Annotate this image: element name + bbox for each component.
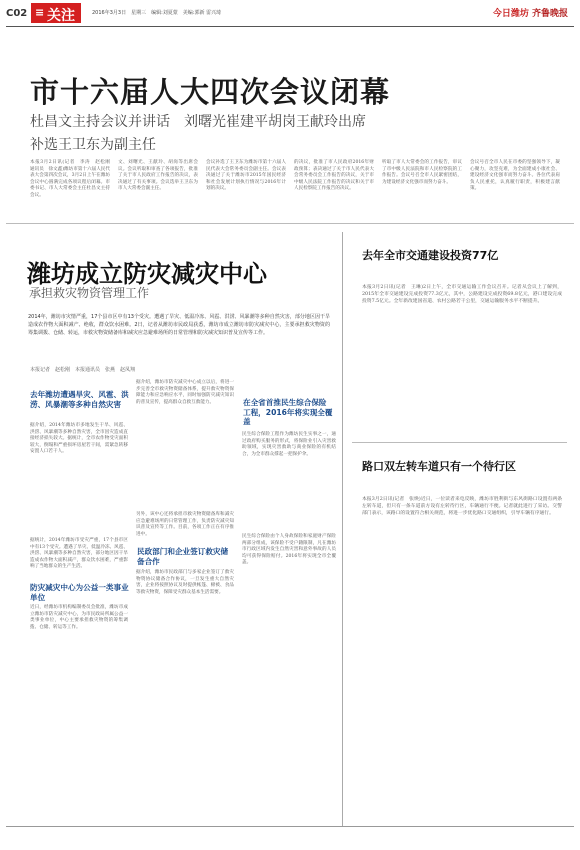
section-divider [6, 223, 574, 224]
section-label-box [31, 3, 81, 23]
weifang-col-b1: 据介绍，潍坊市防灾减灾中心成立以后，将进一步完善全市救灾物资储备体系，提升救灾物资保障能力和应急响应水平，同时加强防灾减灾知识的普及宣传，提高群众自救互救能力。 [136, 380, 234, 405]
traffic-investment-headline: 去年全市交通建设投资77亿 [362, 249, 499, 262]
page-number: C02 [6, 8, 28, 19]
weifang-col-a1: 据介绍，2014年潍坊市多地发生干旱、风雹、洪涝、风暴潮等多种自然灾害，全市因灾造成直接经济损失较大。据统计，全市农作物受灾面积较大，倒塌和严重损坏房屋若干间，需紧急转移安置人口若干人。 [30, 423, 128, 455]
lead-body-col-6: 会议号召全市人民在市委的坚强领导下，凝心聚力，攻坚克难，为全面建成小康社会、建设经济文化强市而努力奋斗。各位代表肩负人民重托，认真履行职责，积极建言献策。 [470, 160, 560, 192]
lead-body-col-3: 会议补选了王卫东为潍坊市第十六届人民代表大会常务委员会副主任。会议表决通过了关于潍坊市2015年国民经济和社会发展计划执行情况与2016年计划的决议。 [206, 160, 286, 192]
lead-headline: 市十六届人大四次会议闭幕 [30, 75, 391, 109]
weifang-col-b2: 另外，该中心还将承担市救灾物资储备库和减灾应急避难场所的日常管理工作，负责防灾减灾知识普及宣传等工作。目前，各项工作正在有序推进中。 [136, 512, 234, 537]
weifang-col-c2: 民生综合保险由个人身故保险和家庭财产保险两部分组成，该保险不受户籍限制，凡在潍坊市行政区域内发生自然灾害和意外事故的人员均可获得保险赔付。2016年将实现全市全覆盖。 [242, 534, 336, 566]
lead-body-col-5: 听取了市人大常委会的工作报告，审议了市中级人民法院和市人民检察院的工作报告。会议号召全市人民紧密团结，为建设经济文化强市而努力奋斗。 [382, 160, 462, 185]
traffic-investment-body: 本报3月2日讯(记者 王琳)2日上午，全市交通运输工作会议召开。记者从会议上了解到，2015年全市交通建设完成投资77.3亿元，其中，公路建设完成投资69.8亿元，港口建设完成投资7.5亿元。全年新改建国省道、农村公路若干公里，交通运输服务水平不断提升。 [362, 285, 562, 304]
lead-subhead-1: 杜昌文主持会议并讲话 刘曙光崔建平胡岗王献玲出席 [30, 114, 366, 130]
weifang-subhead-b: 防灾减灾中心为公益一类事业单位 [30, 583, 129, 602]
weifang-lead: 2014年，潍坊市灾情严重，17个县市区中有13个受灾。遭遇了旱灾、低温冷冻、风雹、洪涝、风暴潮等多种自然灾害，部分地区因干旱造成农作物大面积减产、绝收，群众饮水困难。2日，记者从潍坊市民政局获悉，潍坊市成立潍坊市防灾减灾中心，主要承担救灾物资的筹集调拨、仓储、转运，市救灾物资储备库和减灾应急避难场所的日常管理和防灾减灾知识普及宣传等工作。 [28, 314, 330, 336]
lead-body-col-4: 的决议，批准了市人民政府2016年财政预算；表决通过了关于市人民代表大会常务委员会工作报告的决议，关于市中级人民法院工作报告的决议和关于市人民检察院工作报告的决议。 [294, 160, 374, 192]
bottom-rule [6, 826, 574, 827]
intersection-headline: 路口双左转车道只有一个待行区 [362, 460, 516, 473]
weifang-subhead: 承担救灾物资管理工作 [29, 286, 150, 300]
issue-meta: 2016年3月3日 星期三 编辑:刘夏蒙 美编:郭新 雷兴琦 [92, 10, 222, 16]
section-icon: ≡ [35, 6, 45, 19]
section-title: 关注 [47, 8, 75, 24]
lead-body-col-2: 文、刘曙光、王献玲、胡岗等出席会议。会议听取和审查了各项报告，批准了关于市人民政府工作报告的决议，表决通过了有关事项。会议选举王卫东为市人大常委会副主任。 [118, 160, 198, 192]
column-divider [342, 232, 343, 827]
header-rule [6, 26, 574, 27]
weifang-byline: 本报记者 赵松刚 本报通讯员 张燕 赵凤翔 [30, 367, 136, 373]
lead-subhead-2: 补选王卫东为副主任 [30, 137, 156, 153]
masthead-brand [493, 6, 568, 19]
lead-body-col-1: 本报3月2日讯(记者 李涛 赵松刚 通讯员 徐文鑫)潍坊市第十六届人民代表大会第四次会议，3月2日上午在潍坊会议中心圆满完成各项议程后闭幕。市委书记、市人大常委会主任杜昌文主持会议。 [30, 160, 115, 198]
weifang-col-b3: 据介绍，潍坊市民政部门与多家企业签订了救灾物资协议储备合作协议，一旦发生重大自然灾害，企业将按照协议及时提供帐篷、棉被、食品等救灾物资，保障受灾群众基本生活需要。 [136, 570, 234, 595]
weifang-headline: 潍坊成立防灾减灾中心 [27, 259, 267, 288]
weifang-col-a3: 近日，经潍坊市机构编制委员会批准，潍坊市成立潍坊市防灾减灾中心，为市民政局所属公益一类事业单位，中心主要承担救灾物资的筹集调拨、仓储、转运等工作。 [30, 605, 128, 630]
weifang-subhead-d: 在全省首推民生综合保险工程，2016年将实现全覆盖 [243, 398, 333, 426]
brand-text-a: 今日潍坊 [492, 9, 529, 19]
weifang-subhead-c: 民政部门和企业签订救灾储备合作 [137, 547, 229, 566]
weifang-col-c1: 民生综合保险工程作为潍坊民生实事之一，通过政府购买服务的形式，将保险业引入灾害救助领域，实现灾害救助与商业保险的有机结合，为全市群众撑起一把保护伞。 [242, 432, 336, 457]
page-header [0, 0, 580, 28]
right-divider [352, 442, 567, 443]
brand-logo-text: 齐鲁晚报 [531, 9, 568, 19]
intersection-body: 本报3月2日讯(记者 张焕)近日，一位读者来电反映，潍坊市胜利街与东风街路口设置有两条左转车道，但只有一条车道前方设有左转待行区，车辆通行不便。记者就此进行了采访。交警部门表示，该路口的设置符合相关规范，将进一步优化路口交通组织，引导车辆有序通行。 [362, 497, 562, 516]
weifang-subhead-a: 去年潍坊遭遇旱灾、风雹、洪涝、风暴潮等多种自然灾害 [30, 390, 129, 409]
weifang-col-a2: 据统计，2014年潍坊市受灾严重，17个县市区中有13个受灾。遭遇了旱灾、低温冷冻、风雹、洪涝、风暴潮等多种自然灾害，部分地区因干旱造成农作物大面积减产，群众饮水困难，严重影响了当地群众的生产生活。 [30, 538, 128, 570]
